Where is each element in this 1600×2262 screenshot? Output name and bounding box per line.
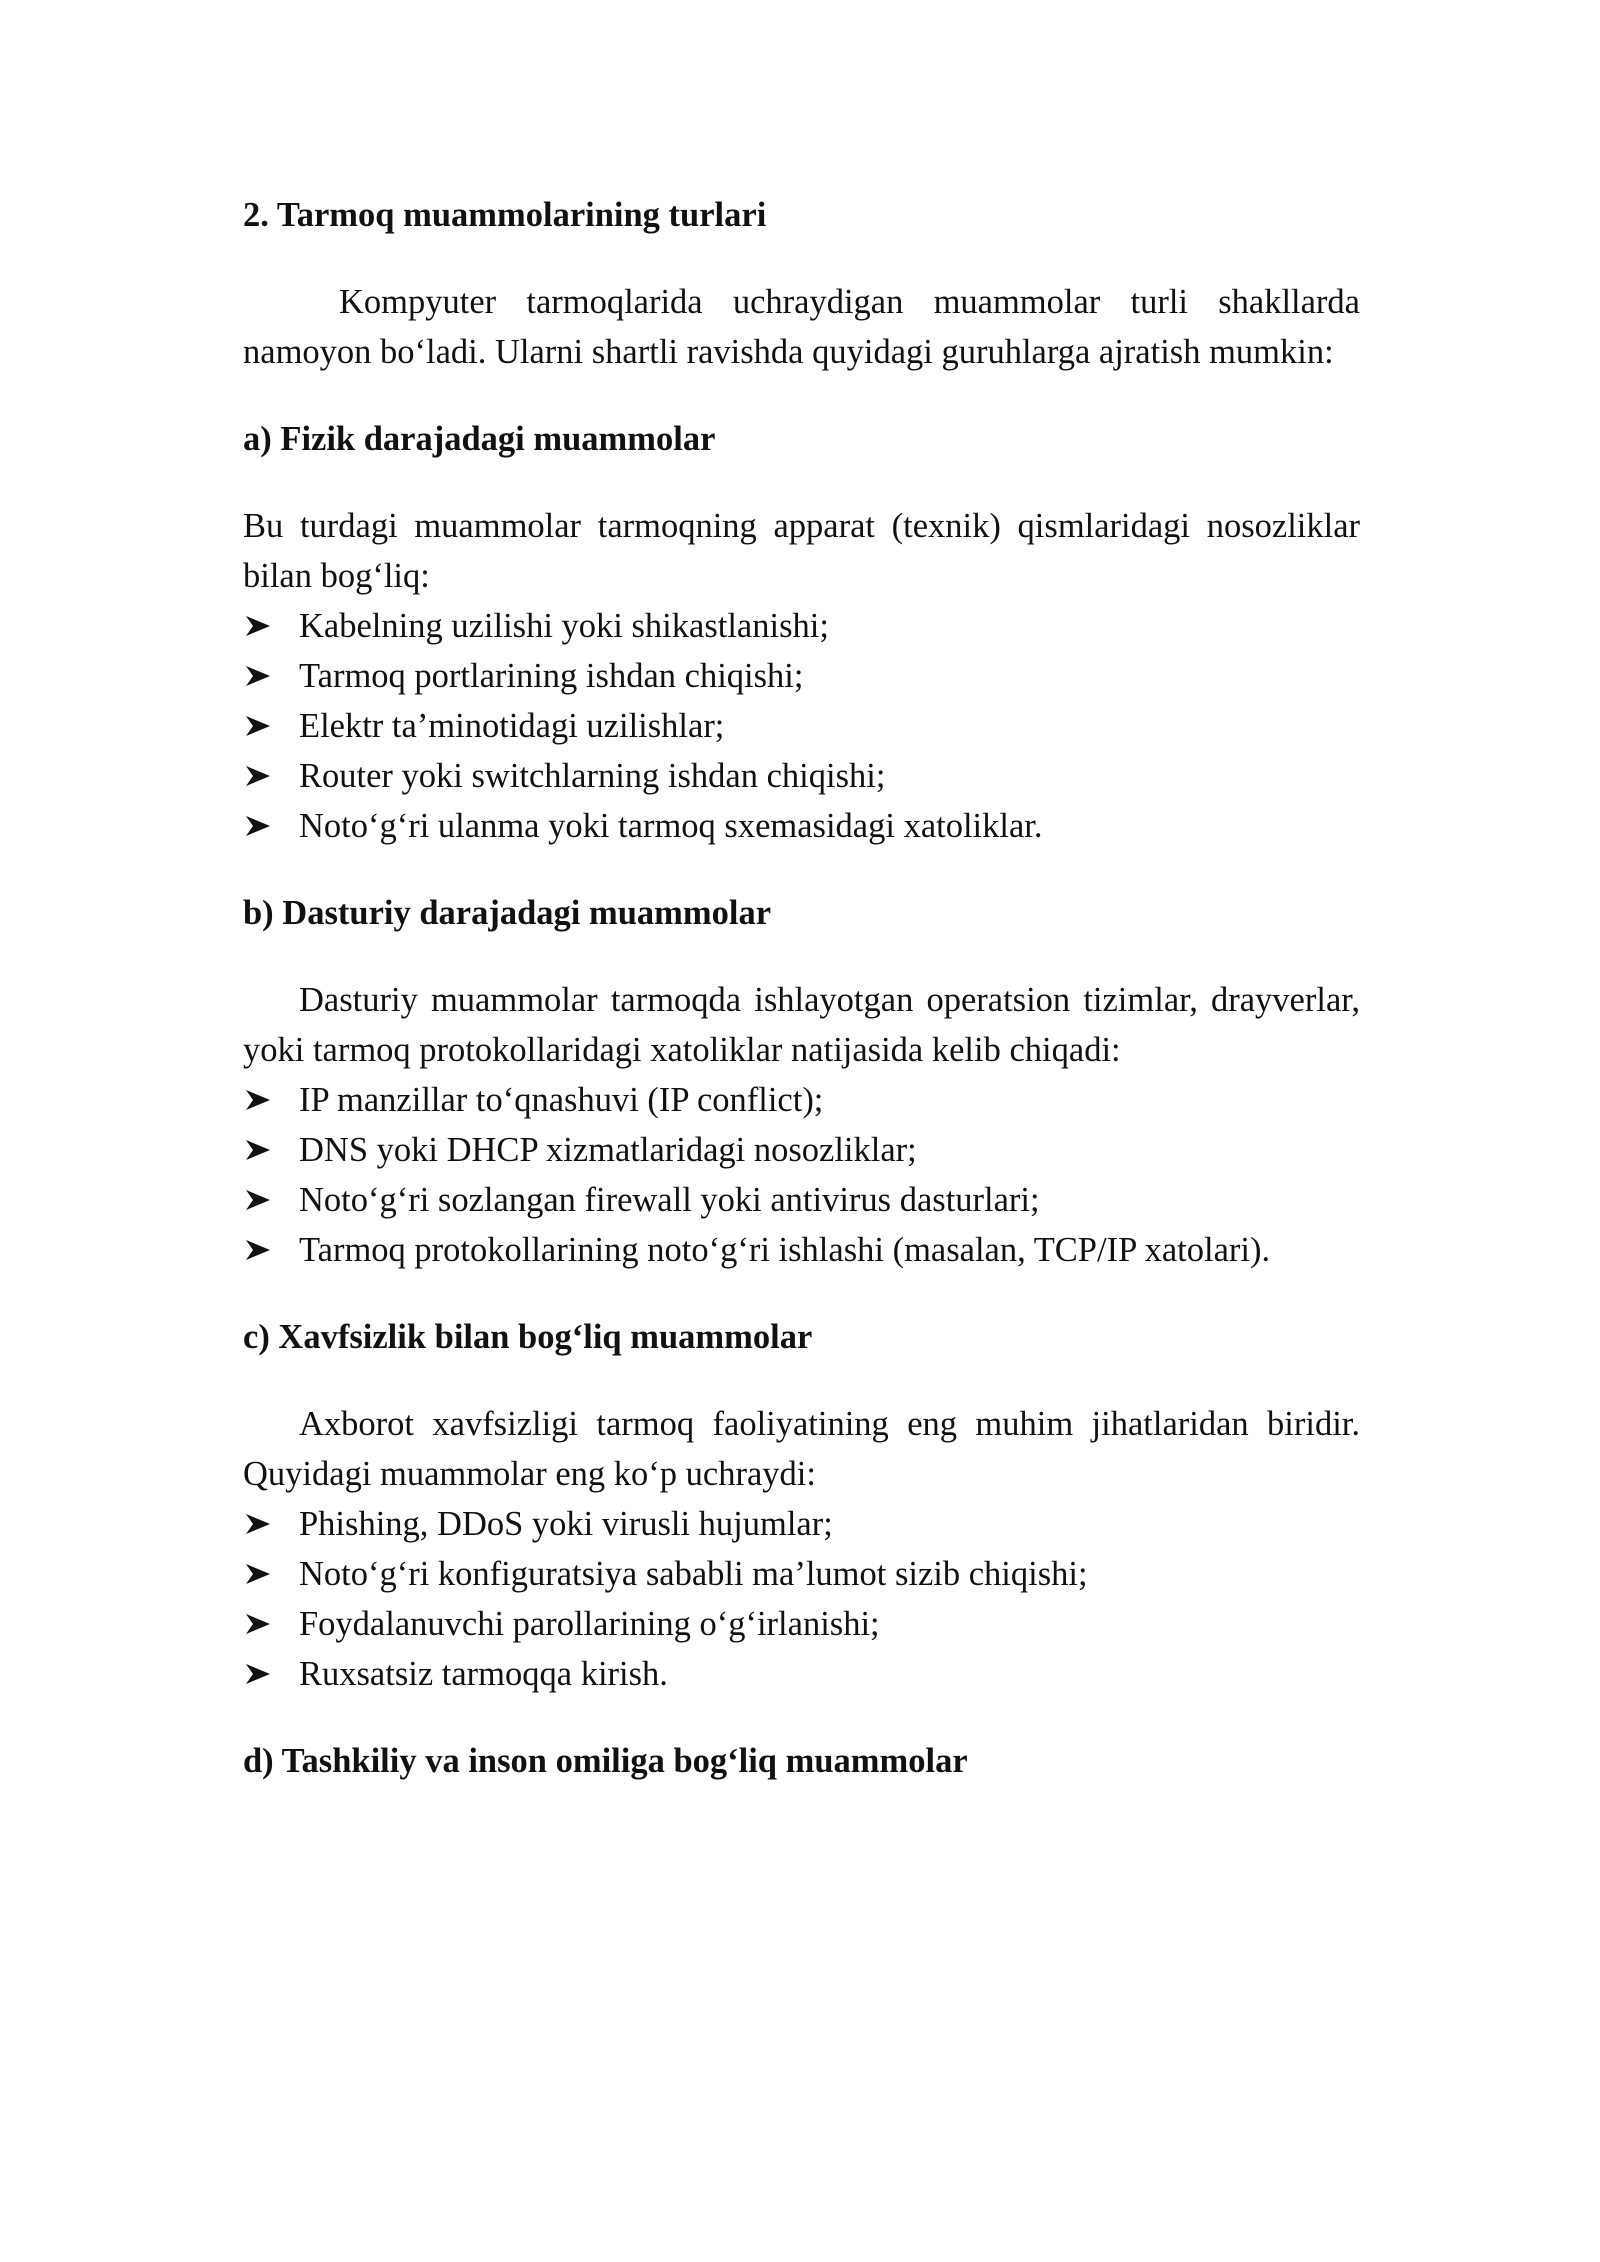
subsection-paragraph-a: Bu turdagi muammolar tarmoqning apparat (texnik) qismlaridagi nosozliklar bilan bog‘liq: (243, 507, 1360, 595)
arrowhead-bullet-icon (245, 1125, 273, 1175)
section-title: 2. Tarmoq muammolarining turlari (243, 196, 767, 234)
arrowhead-bullet-icon (245, 751, 273, 801)
list-item: DNS yoki DHCP xizmatlaridagi nosozliklar; (243, 1125, 1360, 1175)
arrowhead-bullet-icon (245, 1649, 273, 1699)
document-content (243, 190, 1360, 1786)
arrowhead-bullet-icon (245, 601, 273, 651)
arrowhead-bullet-icon (245, 1225, 273, 1275)
list-item: Elektr ta’minotidagi uzilishlar; (243, 701, 1360, 751)
list-item: Router yoki switchlarning ishdan chiqishi; (243, 751, 1360, 801)
bullet-list-a (243, 601, 1360, 851)
list-item: Ruxsatsiz tarmoqqa kirish. (243, 1649, 1360, 1699)
arrowhead-bullet-icon (245, 701, 273, 751)
arrowhead-bullet-icon (245, 801, 273, 851)
arrowhead-bullet-icon (245, 1549, 273, 1599)
list-item: Noto‘g‘ri ulanma yoki tarmoq sxemasidagi xatoliklar. (243, 801, 1360, 851)
list-item: IP manzillar to‘qnashuvi (IP conflict); (243, 1075, 1360, 1125)
list-item: Foydalanuvchi parollarining o‘g‘irlanishi; (243, 1599, 1360, 1649)
subsection-heading-b: b) Dasturiy darajadagi muammolar (243, 894, 772, 932)
subsection-heading-c: c) Xavfsizlik bilan bog‘liq muammolar (243, 1318, 813, 1356)
list-item: Noto‘g‘ri sozlangan firewall yoki antivirus dasturlari; (243, 1175, 1360, 1225)
arrowhead-bullet-icon (245, 1075, 273, 1125)
list-item: Tarmoq protokollarining noto‘g‘ri ishlashi (masalan, TCP/IP xatolari). (243, 1225, 1360, 1275)
arrowhead-bullet-icon (245, 1599, 273, 1649)
intro-paragraph: Kompyuter tarmoqlarida uchraydigan muammolar turli shakllarda namoyon bo‘ladi. Ularni shartli ravishda quyidagi guruhlarga ajratish mumkin: (243, 283, 1360, 371)
list-item: Tarmoq portlarining ishdan chiqishi; (243, 651, 1360, 701)
list-item: Phishing, DDoS yoki virusli hujumlar; (243, 1499, 1360, 1549)
subsection-heading-a: a) Fizik darajadagi muammolar (243, 420, 716, 458)
subsection-paragraph-c: Axborot xavfsizligi tarmoq faoliyatining eng muhim jihatlaridan biridir. Quyidagi muammolar eng ko‘p uchraydi: (243, 1405, 1360, 1493)
subsection-heading-d: d) Tashkiliy va inson omiliga bog‘liq muammolar (243, 1742, 968, 1780)
bullet-list-b (243, 1075, 1360, 1275)
arrowhead-bullet-icon (245, 1499, 273, 1549)
subsection-paragraph-b: Dasturiy muammolar tarmoqda ishlayotgan operatsion tizimlar, drayverlar, yoki tarmoq protokollaridagi xatoliklar natijasida kelib chiqadi: (243, 981, 1360, 1069)
list-item: Kabelning uzilishi yoki shikastlanishi; (243, 601, 1360, 651)
list-item: Noto‘g‘ri konfiguratsiya sababli ma’lumot sizib chiqishi; (243, 1549, 1360, 1599)
arrowhead-bullet-icon (245, 651, 273, 701)
arrowhead-bullet-icon (245, 1175, 273, 1225)
bullet-list-c (243, 1499, 1360, 1699)
